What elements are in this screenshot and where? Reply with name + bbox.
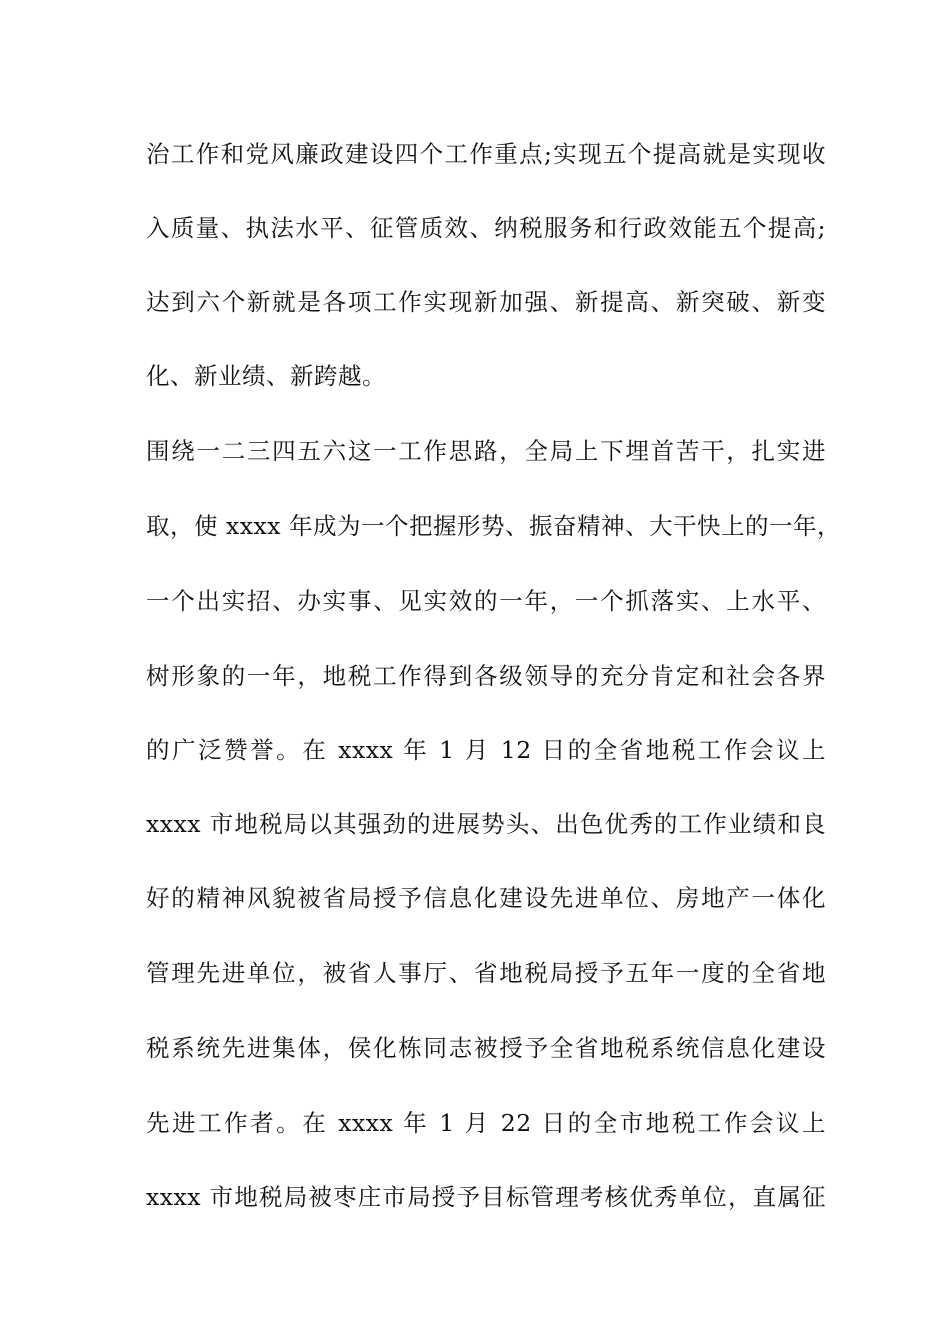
- text-line: 化、新业绩、新跨越。: [146, 362, 386, 390]
- text-line: xxxx 市地税局以其强劲的进展势头、出色优秀的工作业绩和良: [146, 810, 826, 838]
- text-line: 一个出实招、办实事、见实效的一年，一个抓落实、上水平、: [146, 587, 826, 615]
- text-line: 税系统先进集体，侯化栋同志被授予全省地税系统信息化建设: [146, 1034, 826, 1062]
- text-line: 围绕一二三四五六这一工作思路，全局上下埋首苦干，扎实进: [146, 437, 826, 465]
- text-line: 好的精神风貌被省局授予信息化建设先进单位、房地产一体化: [146, 884, 826, 912]
- text-line: 治工作和党风廉政建设四个工作重点;实现五个提高就是实现收: [146, 140, 826, 168]
- text-line: 取，使 xxxx 年成为一个把握形势、振奋精神、大干快上的一年，: [146, 512, 841, 540]
- text-line: 的广泛赞誉。在 xxxx 年 1 月 12 日的全省地税工作会议上: [146, 736, 826, 764]
- text-line: 树形象的一年，地税工作得到各级领导的充分肯定和社会各界: [146, 662, 826, 690]
- text-line: 入质量、执法水平、征管质效、纳税服务和行政效能五个提高;: [146, 214, 826, 242]
- text-line: 先进工作者。在 xxxx 年 1 月 22 日的全市地税工作会议上: [146, 1109, 826, 1137]
- text-line: xxxx 市地税局被枣庄市局授予目标管理考核优秀单位，直属征: [146, 1183, 826, 1211]
- text-line: 达到六个新就是各项工作实现新加强、新提高、新突破、新变: [146, 288, 826, 316]
- text-line: 管理先进单位，被省人事厅、省地税局授予五年一度的全省地: [146, 959, 826, 987]
